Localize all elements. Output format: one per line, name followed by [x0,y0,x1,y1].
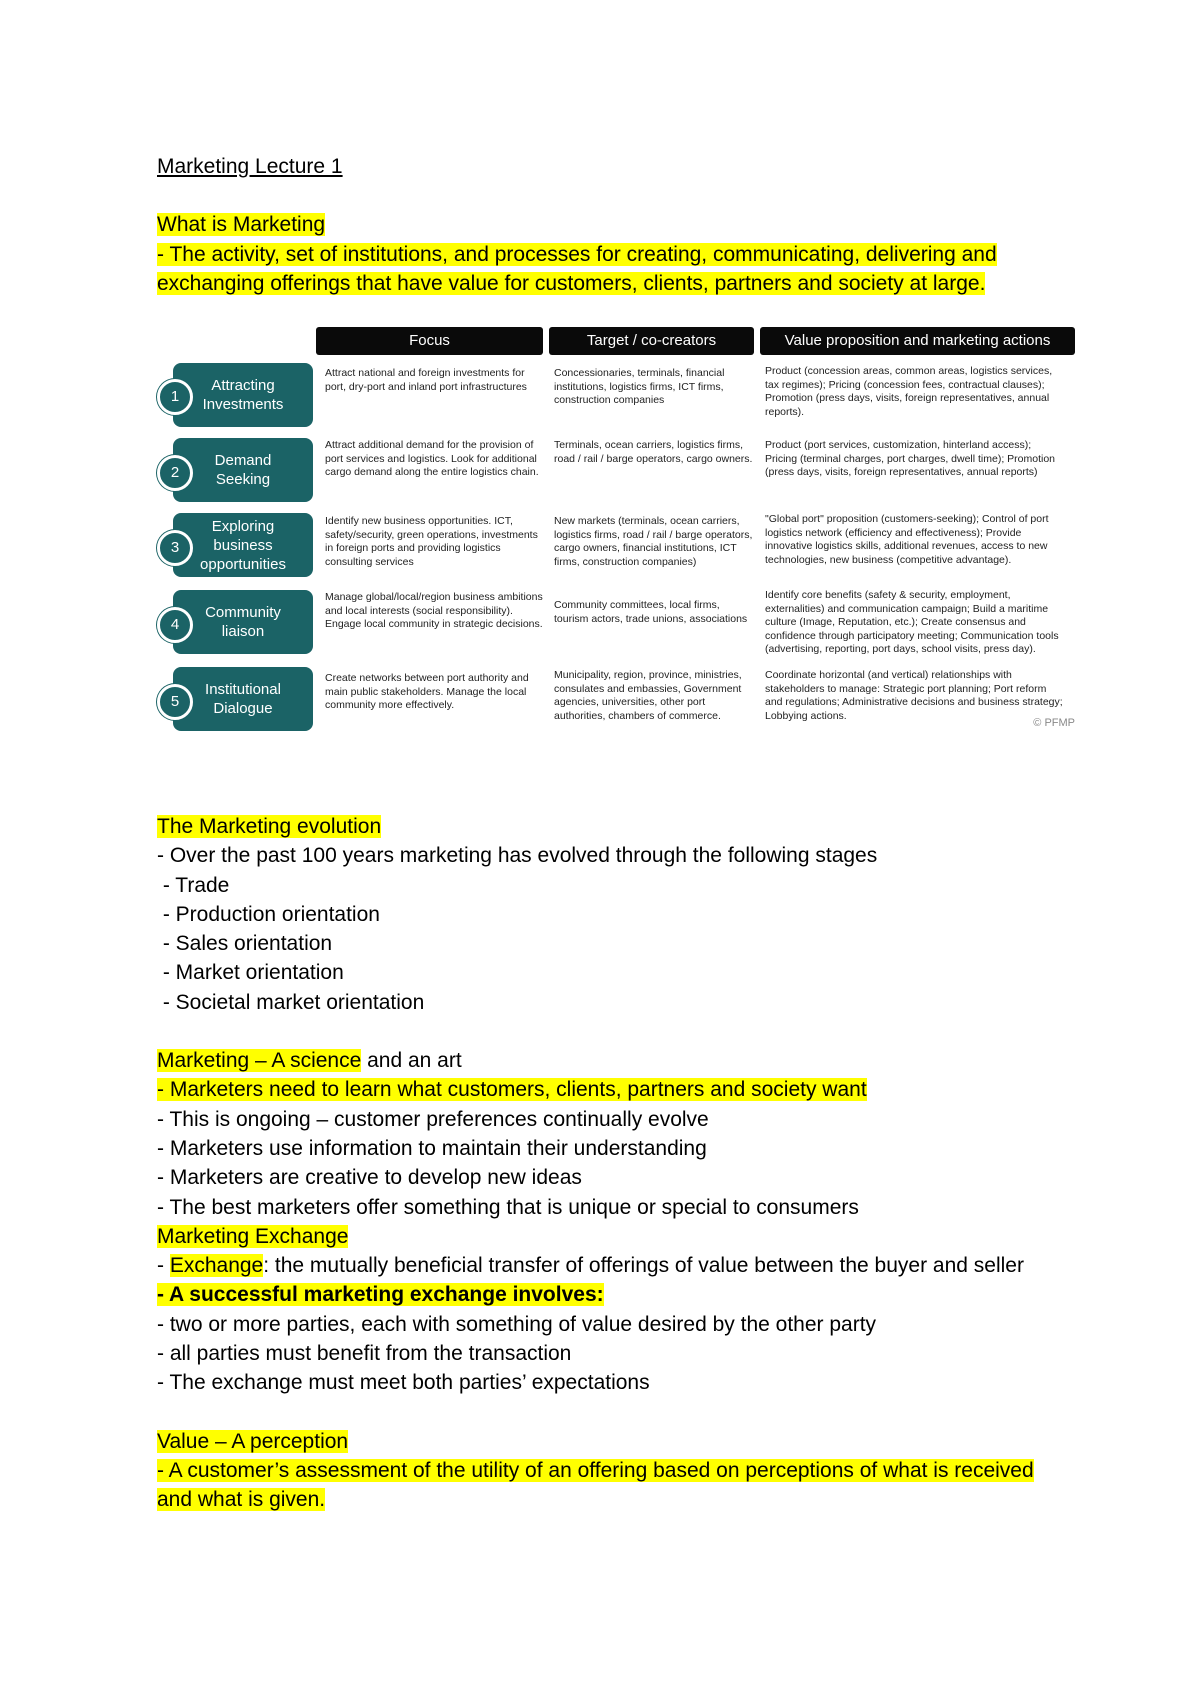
science-art-line: - This is ongoing – customer preferences continually evolve [157,1107,709,1131]
table-cell-target: Municipality, region, province, ministries, consulates and embassies, Government agencies, universities, other port authorities, chambers of commerce. [554,669,742,722]
row-label-institutional-dialogue: Institutional Dialogue [173,667,313,731]
page-title: Marketing Lecture 1 [157,155,343,178]
exchange-list-item: - all parties must benefit from the transaction [157,1342,572,1366]
table-cell-value: "Global port" proposition (customers-seeking); Control of port logistics network (efficiency and effectiveness); Provide innovative logistics skills, additional revenues, access to new technologies, new business (competitive advantage). [765,513,1049,566]
table-cell-value: Product (concession areas, common areas, logistics services, tax regimes); Pricing (concession fees, contractual clauses); Promotion (press days, visits, foreign representatives, annual reports). [765,365,1053,418]
row-number: 2 [157,455,193,491]
science-art-line: - Marketers need to learn what customers, clients, partners and society want [157,1078,867,1102]
row-label-exploring-business-opportunities: Exploring business opportunities [173,513,313,577]
column-header-target: Target / co-creators [549,327,754,355]
table-cell-target: Terminals, ocean carriers, logistics firms, road / rail / barge operators, cargo owners. [554,439,753,465]
table-cell-focus: Manage global/local/region business ambitions and local interests (social responsibility). Engage local community in strategic decisions. [325,591,543,630]
evolution-intro: - Over the past 100 years marketing has evolved through the following stages [157,844,878,868]
science-art-line: - Marketers use information to maintain their understanding [157,1136,707,1160]
table-cell-target: Concessionaries, terminals, financial institutions, logistics firms, ICT firms, construction companies [554,367,725,406]
row-number: 1 [157,379,193,415]
marketing-definition: - The activity, set of institutions, and processes for creating, communicating, delivering and exchanging offerings that have value for customers, clients, partners and society at large. [157,242,997,295]
exchange-list-item: - two or more parties, each with something of value desired by the other party [157,1312,877,1336]
value-definition: - A customer’s assessment of the utility of an offering based on perceptions of what is received and what is given. [157,1458,1034,1512]
list-item: - Production orientation [157,902,380,926]
row-number: 3 [157,530,193,566]
table-cell-focus: Create networks between port authority and main public stakeholders. Manage the local community more effectively. [325,672,529,711]
science-art-line: - Marketers are creative to develop new ideas [157,1166,582,1190]
port-marketing-table-figure [157,327,1075,747]
section-evolution-heading: The Marketing evolution [157,815,382,838]
list-item: - Trade [157,873,230,897]
row-label-attracting-investments: Attracting Investments [173,363,313,427]
table-cell-value: Identify core benefits (safety & security, employment, externalities) and communication campaign; Build a maritime culture (Image, Reputation, etc.); Create consensus and confidence through participatory meeting; Communication tools (advertising, reporting, port days, school visits, press day). [765,589,1059,655]
section-what-is-marketing-heading: What is Marketing [157,213,326,237]
table-cell-focus: Attract national and foreign investments for port, dry-port and inland port infrastructures [325,367,527,393]
row-number: 4 [157,607,193,643]
table-cell-target: New markets (terminals, ocean carriers, logistics firms, road / rail / barge operators, cargo owners, financial institutions, ICT firms, construction companies) [554,515,753,568]
section-science-art-heading: Marketing – A science and an art [157,1049,462,1073]
list-item: - Market orientation [157,961,344,985]
row-label-demand-seeking: Demand Seeking [173,438,313,502]
row-number: 5 [157,684,193,720]
row-label-community-liaison: Community liaison [173,590,313,654]
document-body-continued [157,812,1057,1515]
column-header-focus: Focus [316,327,543,355]
exchange-definition: - Exchange: the mutually beneficial transfer of offerings of value between the buyer and seller [157,1254,1024,1278]
copyright-label: © PFMP [1033,717,1075,729]
document-body [157,152,1057,298]
list-item: - Sales orientation [157,932,333,956]
table-cell-target: Community committees, local firms, tourism actors, trade unions, associations [554,599,748,625]
list-item: - Societal market orientation [157,990,425,1014]
science-art-line: - The best marketers offer something that is unique or special to consumers [157,1195,859,1219]
table-cell-focus: Identify new business opportunities. ICT, safety/security, green operations, investments in foreign ports and providing logistics consulting services [325,515,538,568]
table-cell-value: Product (port services, customization, hinterland access); Pricing (terminal charges, port charges, dwell time); Promotion (press days, visits, foreign representatives, annual reports) [765,439,1056,478]
section-value-heading: Value – A perception [157,1429,349,1453]
table-cell-focus: Attract additional demand for the provision of port services and logistics. Look for additional cargo demand along the entire logistics chain. [325,439,539,478]
section-exchange-heading: Marketing Exchange [157,1224,349,1248]
successful-exchange-heading: - A successful marketing exchange involves: [157,1283,604,1307]
exchange-list-item: - The exchange must meet both parties’ expectations [157,1371,650,1395]
table-cell-value: Coordinate horizontal (and vertical) relationships with stakeholders to manage: Strategic port planning; Port reform and regulations; Administrative decisions and business strategy; Lobbying actions. [765,669,1063,722]
column-header-value: Value proposition and marketing actions [760,327,1075,355]
